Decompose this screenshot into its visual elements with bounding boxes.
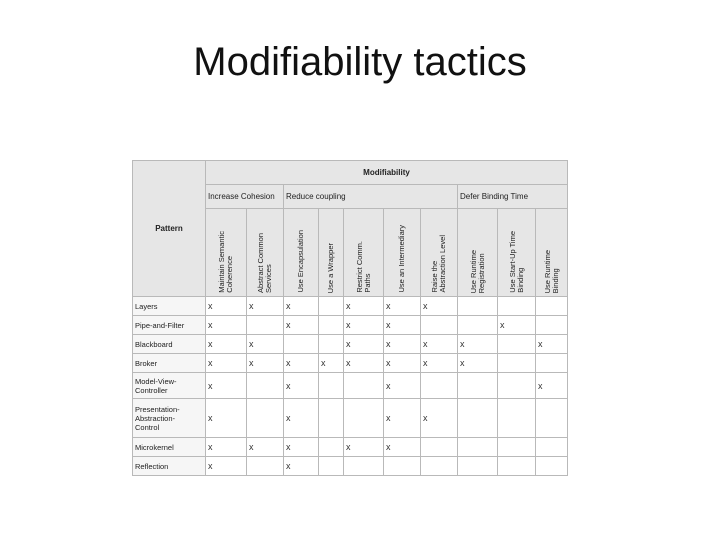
tactic-mark-cell: x	[284, 399, 319, 438]
pattern-name-cell: Layers	[133, 297, 206, 316]
tactic-mark-cell: x	[344, 316, 384, 335]
tactic-mark-cell: x	[206, 438, 247, 457]
pattern-name-cell: Broker	[133, 354, 206, 373]
tactic-mark-cell: x	[284, 438, 319, 457]
tactic-mark-cell: x	[284, 316, 319, 335]
tactic-mark-cell	[536, 457, 568, 476]
tactic-mark-cell	[344, 457, 384, 476]
group-defer-binding-time: Defer Binding Time	[458, 185, 568, 209]
tactic-mark-cell	[247, 373, 284, 399]
tactic-mark-cell: x	[421, 335, 458, 354]
tactic-mark-cell	[498, 335, 536, 354]
tactic-header	[247, 209, 284, 297]
tactic-mark-cell: x	[206, 354, 247, 373]
table-row	[133, 297, 568, 316]
tactic-mark-cell	[498, 438, 536, 457]
tactic-mark-cell: x	[247, 297, 284, 316]
tactic-mark-cell	[536, 297, 568, 316]
tactic-mark-cell: x	[284, 297, 319, 316]
table-row	[133, 354, 568, 373]
tactic-header	[536, 209, 568, 297]
tactic-mark-cell	[458, 399, 498, 438]
table-row	[133, 335, 568, 354]
tactic-mark-cell	[284, 335, 319, 354]
tactic-mark-cell: x	[458, 335, 498, 354]
tactic-mark-cell	[536, 316, 568, 335]
tactic-header	[344, 209, 384, 297]
tactic-mark-cell	[384, 457, 421, 476]
tactic-mark-cell: x	[284, 457, 319, 476]
tactic-mark-cell	[458, 316, 498, 335]
table-row	[133, 399, 568, 438]
tactic-mark-cell	[421, 373, 458, 399]
tactic-mark-cell	[458, 438, 498, 457]
tactic-mark-cell: x	[344, 297, 384, 316]
tactic-mark-cell: x	[384, 316, 421, 335]
tactic-mark-cell: x	[206, 316, 247, 335]
tactic-mark-cell: x	[458, 354, 498, 373]
tactic-mark-cell	[421, 457, 458, 476]
pattern-name-cell: Model-View- Controller	[133, 373, 206, 399]
tactic-mark-cell	[247, 316, 284, 335]
tactic-mark-cell: x	[536, 373, 568, 399]
pattern-name-cell: Blackboard	[133, 335, 206, 354]
tactic-mark-cell	[536, 354, 568, 373]
modifiability-tactics-table	[132, 160, 568, 476]
tactic-mark-cell	[319, 399, 344, 438]
tactic-label: Abstract Common Services	[256, 232, 273, 293]
tactic-mark-cell: x	[536, 335, 568, 354]
tactic-label: Use an Intermediary	[397, 225, 406, 293]
table-row	[133, 373, 568, 399]
tactic-mark-cell	[458, 457, 498, 476]
tactic-mark-cell: x	[344, 354, 384, 373]
tactic-mark-cell: x	[247, 438, 284, 457]
tactic-label: Use a Wrapper	[326, 242, 335, 293]
pattern-header: Pattern	[155, 224, 183, 233]
tactic-mark-cell	[319, 438, 344, 457]
tactic-mark-cell	[498, 297, 536, 316]
tactic-mark-cell	[344, 373, 384, 399]
tactic-header	[498, 209, 536, 297]
tactic-mark-cell: x	[344, 438, 384, 457]
tactic-mark-cell: x	[284, 354, 319, 373]
tactic-mark-cell	[536, 399, 568, 438]
pattern-name-cell: Reflection	[133, 457, 206, 476]
pattern-header-cell	[133, 161, 206, 297]
tactic-mark-cell: x	[421, 297, 458, 316]
tactic-mark-cell: x	[384, 354, 421, 373]
tactic-mark-cell	[247, 457, 284, 476]
tactic-mark-cell: x	[384, 399, 421, 438]
tactic-label: Use Runtime Binding	[542, 249, 560, 293]
tactic-mark-cell: x	[421, 399, 458, 438]
tactic-mark-cell: x	[247, 335, 284, 354]
group-increase-cohesion: Increase Cohesion	[206, 185, 284, 209]
tactic-mark-cell	[498, 399, 536, 438]
tactic-mark-cell: x	[206, 373, 247, 399]
tactic-header	[458, 209, 498, 297]
tactic-mark-cell	[421, 316, 458, 335]
modifiability-header: Modifiability	[206, 161, 568, 185]
tactic-header	[206, 209, 247, 297]
tactic-mark-cell	[421, 438, 458, 457]
tactic-header	[319, 209, 344, 297]
pattern-name-cell: Microkernel	[133, 438, 206, 457]
header-row-top	[133, 161, 568, 185]
tactic-header	[421, 209, 458, 297]
tactic-mark-cell: x	[206, 297, 247, 316]
tactic-mark-cell	[319, 316, 344, 335]
tactic-mark-cell: x	[384, 335, 421, 354]
tactic-mark-cell	[498, 373, 536, 399]
table-row	[133, 457, 568, 476]
tactic-label: Use Runtime Registration	[468, 249, 486, 293]
tactic-mark-cell	[319, 297, 344, 316]
tactic-mark-cell: x	[384, 297, 421, 316]
stray-caption-fragment	[323, 154, 359, 158]
table-body	[133, 297, 568, 476]
tactic-mark-cell: x	[284, 373, 319, 399]
tactic-mark-cell: x	[384, 438, 421, 457]
pattern-name-cell: Pipe-and-Filter	[133, 316, 206, 335]
tactic-mark-cell: x	[421, 354, 458, 373]
tactic-header	[284, 209, 319, 297]
tactic-mark-cell	[458, 297, 498, 316]
tactic-mark-cell: x	[206, 457, 247, 476]
tactic-mark-cell	[319, 373, 344, 399]
tactic-mark-cell: x	[206, 399, 247, 438]
tactic-mark-cell: x	[344, 335, 384, 354]
table-row	[133, 438, 568, 457]
tactic-mark-cell: x	[319, 354, 344, 373]
slide-title: Modifiability tactics	[193, 40, 527, 84]
tactic-mark-cell	[344, 399, 384, 438]
tactic-mark-cell: x	[498, 316, 536, 335]
tactic-mark-cell	[498, 354, 536, 373]
tactic-mark-cell	[319, 457, 344, 476]
tactic-mark-cell	[319, 335, 344, 354]
tactic-label: Use Encapsulation	[296, 230, 305, 293]
group-reduce-coupling: Reduce coupling	[284, 185, 458, 209]
tactic-mark-cell	[247, 399, 284, 438]
tactic-header	[384, 209, 421, 297]
table-row	[133, 316, 568, 335]
tactic-mark-cell: x	[206, 335, 247, 354]
tactic-label: Maintain Semantic Coherence	[217, 231, 234, 293]
tactic-mark-cell	[536, 438, 568, 457]
pattern-name-cell: Presentation- Abstraction- Control	[133, 399, 206, 438]
tactic-mark-cell	[498, 457, 536, 476]
tactic-mark-cell	[458, 373, 498, 399]
tactic-mark-cell: x	[384, 373, 421, 399]
tactic-label: Restrict Comm. Paths	[354, 241, 372, 293]
tactic-label: Raise the Abstraction Level	[430, 235, 447, 293]
tactic-mark-cell: x	[247, 354, 284, 373]
tactic-label: Use Start-Up Time Binding	[507, 231, 525, 293]
